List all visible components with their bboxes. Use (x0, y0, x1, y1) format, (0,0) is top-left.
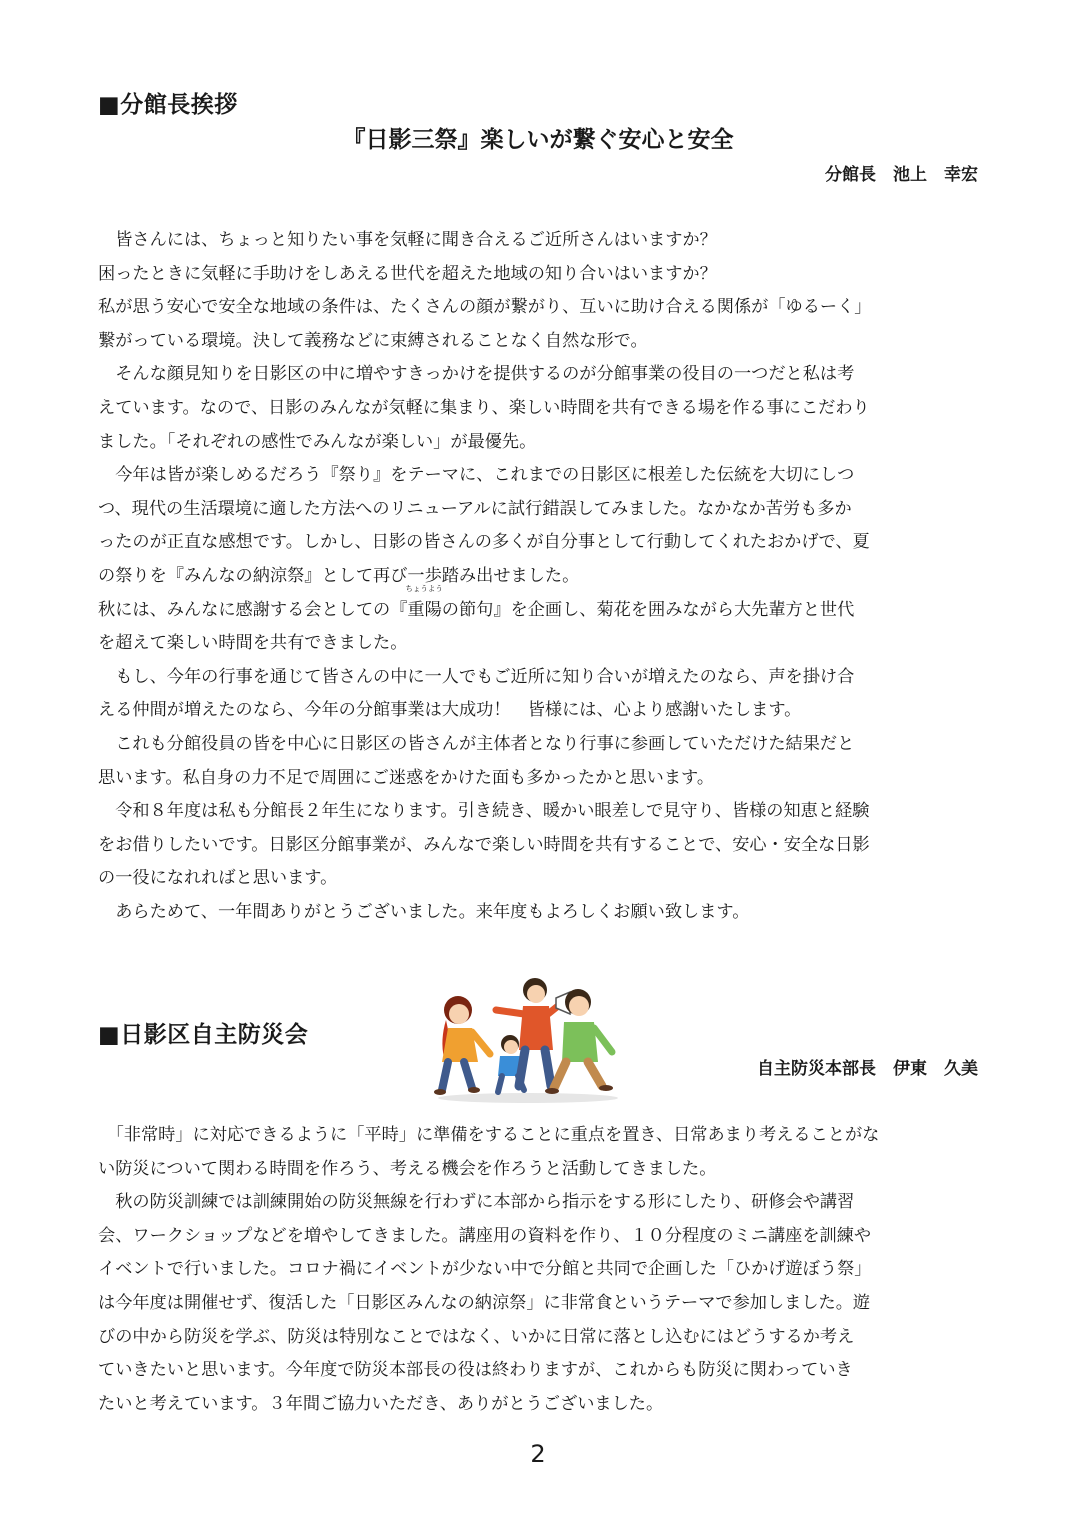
body-line: える仲間が増えたのなら、今年の分館事業は大成功！ 皆様には、心より感謝いたします。 (98, 700, 802, 721)
body-line: を超えて楽しい時間を共有できました。 (98, 633, 408, 654)
section-heading-disaster-prevention: ■日影区自主防災会 (98, 1022, 309, 1048)
body-line: びの中から防災を学ぶ、防災は特別なことではなく、いかに日常に落とし込むにはどうするか考え (98, 1326, 855, 1347)
author-disaster-prevention: 自主防災本部長 伊東 久美 (757, 1059, 978, 1079)
woman-figure (434, 996, 490, 1095)
greeting-body (98, 224, 980, 929)
ruby-word (405, 583, 443, 628)
body-line: これも分館役員の皆を中心に日影区の皆さんが主体者となり行事に参画していただけた結果だと (98, 733, 855, 754)
body-line: あらためて、一年間ありがとうございました。来年度もよろしくお願い致します。 (98, 901, 750, 922)
body-line: もし、今年の行事を通じて皆さんの中に一人でもご近所に知り合いが増えたのなら、声を掛け合 (98, 666, 855, 687)
body-line: 皆さんには、ちょっと知りたい事を気軽に聞き合えるご近所さんはいますか？ (98, 230, 717, 250)
body-line: 繋がっている環境。決して義務などに束縛されることなく自然な形で。 (98, 330, 648, 351)
body-line-with-ruby (98, 583, 980, 628)
body-line: ました。「それぞれの感性でみんなが楽しい」が最優先。 (98, 431, 537, 452)
body-line: 今年は皆が楽しめるだろう『祭り』をテーマに、これまでの日影区に根差した伝統を大切にしつ (98, 465, 855, 486)
section-heading-greeting: ■分館長挨拶 (98, 92, 238, 118)
body-line: の祭りを『みんなの納涼祭』として再び一歩踏み出せました。 (98, 565, 580, 586)
disaster-prevention-body (98, 1119, 980, 1421)
page-number: 2 (530, 1440, 546, 1468)
body-line: 「非常時」に対応できるように「平時」に準備をすることに重点を置き、日常あまり考えることがな (98, 1125, 880, 1145)
body-text: の節句』を企画し、菊花を囲みながら大先輩方と世代 (441, 599, 855, 620)
body-line: そんな顔見知りを日影区の中に増やすきっかけを提供するのが分館事業の役目の一つだと私は考 (98, 364, 855, 385)
author-greeting: 分館長 池上 幸宏 (825, 165, 978, 185)
ruby-base: 重陽 (407, 599, 442, 620)
body-line: たいと考えています。３年間ご協力いただき、ありがとうございました。 (98, 1393, 664, 1414)
evacuation-family-illustration (428, 970, 628, 1105)
body-line: イベントで行いました。コロナ禍にイベントが少ない中で分館と共同で企画した「ひかげ遊ぼう祭」 (98, 1259, 872, 1280)
article-title: 『日影三祭』楽しいが繋ぐ安心と安全 (342, 127, 734, 153)
body-line: えています。なので、日影のみんなが気軽に集まり、楽しい時間を共有できる場を作る事にこだわり (98, 397, 870, 418)
body-line: 秋の防災訓練では訓練開始の防災無線を行わずに本部から指示をする形にしたり、研修会や講習 (98, 1192, 855, 1213)
body-line: の一役になれればと思います。 (98, 868, 338, 889)
body-line: い防災について関わる時間を作ろう、考える機会を作ろうと活動してきました。 (98, 1158, 717, 1179)
body-line: ていきたいと思います。今年度で防災本部長の役は終わりますが、これからも防災に関わっていき (98, 1360, 853, 1381)
body-text: 秋には、みんなに感謝する会としての『 (98, 599, 408, 620)
ruby-reading: ちょうよう (405, 583, 443, 593)
body-line: 思います。私自身の力不足で周囲にご迷惑をかけた面も多かったかと思います。 (98, 767, 715, 788)
body-line: は今年度は開催せず、復活した「日影区みんなの納涼祭」に非常食というテーマで参加しました。遊 (98, 1292, 871, 1313)
body-line: ったのが正直な感想です。しかし、日影の皆さんの多くが自分事として行動してくれたおかげで、夏 (98, 532, 870, 553)
body-line: 私が思う安心で安全な地域の条件は、たくさんの顔が繋がり、互いに助け合える関係が「ゆるーく」 (98, 297, 872, 318)
body-line: 困ったときに気軽に手助けをしあえる世代を超えた地域の知り合いはいますか？ (98, 263, 717, 284)
body-line: 会、ワークショップなどを増やしてきました。講座用の資料を作り、１０分程度のミニ講座を訓練や (98, 1225, 872, 1246)
body-line: 令和８年度は私も分館長２年生になります。引き続き、暖かい眼差しで見守り、皆様の知恵と経験 (98, 801, 870, 822)
body-line: つ、現代の生活環境に適した方法へのリニューアルに試行錯誤してみました。なかなか苦労も多か (98, 498, 852, 519)
body-line: をお借りしたいです。日影区分館事業が、みんなで楽しい時間を共有することで、安心・安全な日影 (98, 834, 870, 855)
